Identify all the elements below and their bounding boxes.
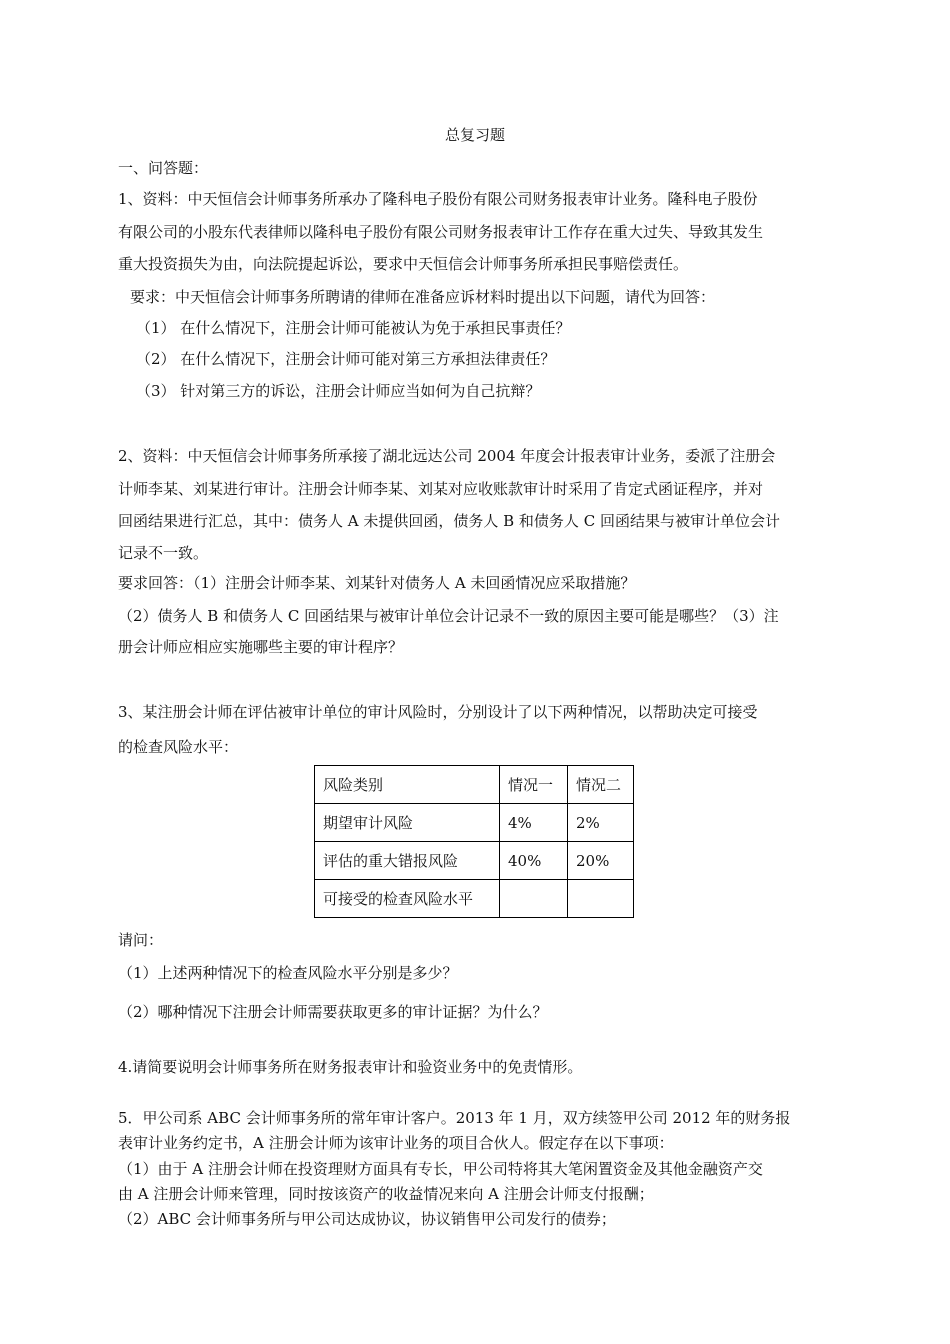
table-header-row [315,766,634,804]
risk-table [314,765,634,918]
table-header-cell: 情况一 [500,766,568,804]
q1-line: 1、资料：中天恒信会计师事务所承办了隆科电子股份有限公司财务报表审计业务。隆科电子股份 [118,190,758,208]
table-cell: 期望审计风险 [315,804,500,842]
q2-line: 回函结果进行汇总，其中：债务人 A 未提供回函，债务人 B 和债务人 C 回函结果与被审计单位会计 [118,512,780,530]
q5-line: （1）由于 A 注册会计师在投资理财方面具有专长，甲公司特将其大笔闲置资金及其他金融资产交 [118,1160,763,1178]
table-header-cell: 风险类别 [315,766,500,804]
q1-requirement: 要求：中天恒信会计师事务所聘请的律师在准备应诉材料时提出以下问题，请代为回答： [130,288,716,306]
section-heading: 一、问答题： [118,159,209,177]
q2-line: 2、资料：中天恒信会计师事务所承接了湖北远达公司 2004 年度会计报表审计业务，委派了注册会 [118,447,776,465]
q3-sub-question: （1）上述两种情况下的检查风险水平分别是多少？ [118,964,458,982]
table-cell: 2% [568,804,634,842]
q5-line: 由 A 注册会计师来管理，同时按该资产的收益情况来向 A 注册会计师支付报酬； [118,1185,654,1203]
q1-sub-question: （1） 在什么情况下，注册会计师可能被认为免于承担民事责任？ [136,319,571,337]
table-header-cell: 情况二 [568,766,634,804]
q3-line: 的检查风险水平： [118,738,239,756]
q3-line: 3、某注册会计师在评估被审计单位的审计风险时，分别设计了以下两种情况，以帮助决定可接受 [118,703,758,721]
q2-line: 册会计师应相应实施哪些主要的审计程序？ [118,638,404,656]
q1-line: 有限公司的小股东代表律师以隆科电子股份有限公司财务报表审计工作存在重大过失、导致其发生 [118,223,764,241]
q2-line: （2）债务人 B 和债务人 C 回函结果与被审计单位会计记录不一致的原因主要可能是哪些？（3）注 [118,607,779,625]
table-cell: 20% [568,842,634,880]
q3-ask: 请问： [118,931,164,949]
q2-line: 计师李某、刘某进行审计。注册会计师李某、刘某对应收账款审计时采用了肯定式函证程序，并对 [118,480,764,498]
q2-line: 记录不一致。 [118,544,209,562]
q3-sub-question: （2）哪种情况下注册会计师需要获取更多的审计证据？为什么？ [118,1003,548,1021]
q2-requirement: 要求回答：（1）注册会计师李某、刘某针对债务人 A 未回函情况应采取措施？ [118,574,636,592]
table-cell: 40% [500,842,568,880]
q5-line: 表审计业务约定书，A 注册会计师为该审计业务的项目合伙人。假定存在以下事项： [118,1134,674,1152]
table-row [315,842,634,880]
table-cell [500,880,568,918]
q1-sub-question: （3） 针对第三方的诉讼，注册会计师应当如何为自己抗辩？ [136,382,541,400]
table-cell: 4% [500,804,568,842]
table-cell: 可接受的检查风险水平 [315,880,500,918]
q1-sub-question: （2） 在什么情况下，注册会计师可能对第三方承担法律责任？ [136,350,556,368]
q4-line: 4.请简要说明会计师事务所在财务报表审计和验资业务中的免责情形。 [118,1058,583,1076]
table-row [315,880,634,918]
table-cell: 评估的重大错报风险 [315,842,500,880]
page-title: 总复习题 [444,126,505,144]
table-cell [568,880,634,918]
q5-line: （2）ABC 会计师事务所与甲公司达成协议，协议销售甲公司发行的债券； [118,1210,616,1228]
q5-line: 5．甲公司系 ABC 会计师事务所的常年审计客户。2013 年 1 月，双方续签甲公司 2012 年的财务报 [118,1109,791,1127]
table-row [315,804,634,842]
q1-line: 重大投资损失为由，向法院提起诉讼，要求中天恒信会计师事务所承担民事赔偿责任。 [118,255,689,273]
